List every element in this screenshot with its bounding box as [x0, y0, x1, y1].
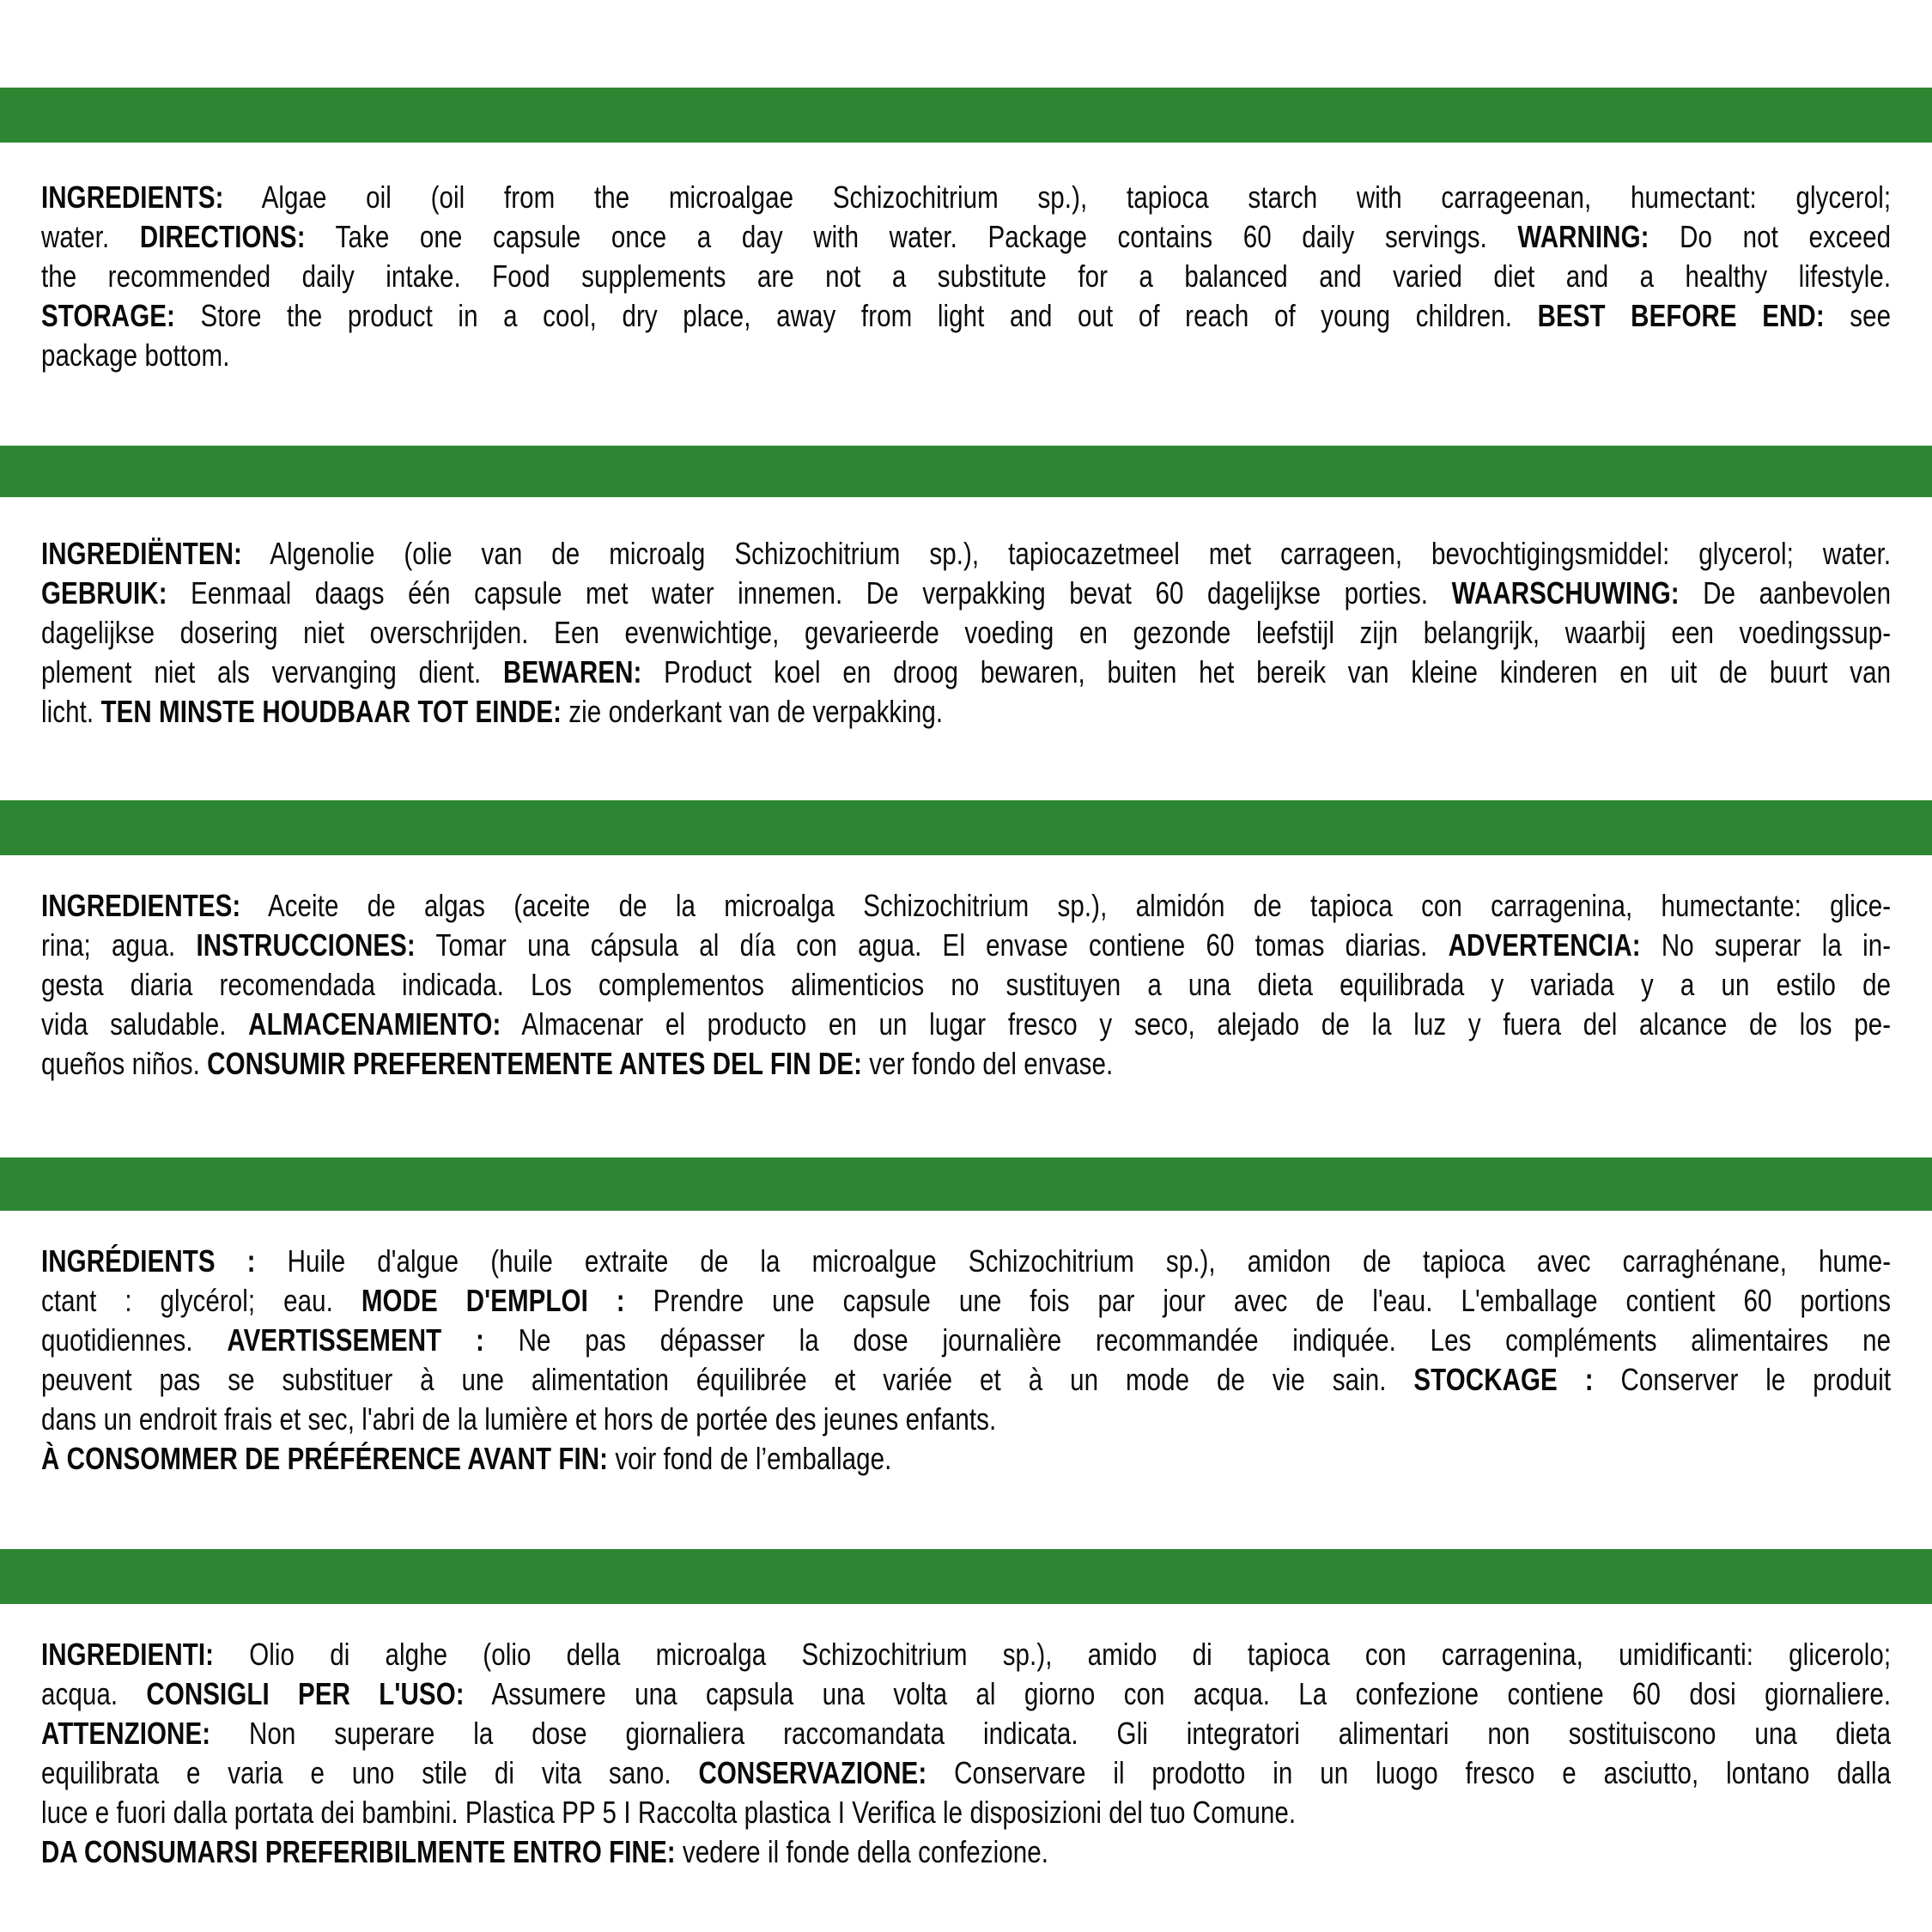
text-line: [41, 1753, 1891, 1793]
divider-bar-1: [0, 88, 1932, 143]
text-line: [41, 1400, 1891, 1439]
text-segment: ver fondo del envase.: [861, 1046, 1114, 1081]
text-line: [41, 336, 1891, 375]
text-segment: vedere il fonde della confezione.: [675, 1834, 1049, 1869]
field-label: WAARSCHUWING:: [1451, 575, 1680, 611]
text-line: [41, 534, 1891, 574]
field-label: ALMACENAMIENTO:: [248, 1006, 501, 1042]
text-line: [41, 178, 1891, 217]
text-line: [41, 1832, 1891, 1872]
text-segment: Conserver le produit: [1593, 1362, 1892, 1397]
text-segment: water.: [41, 219, 140, 254]
divider-bar-5: [0, 1549, 1932, 1604]
text-segment: Algenolie (olie van de microalg Schizochitrium sp.), tapiocazetmeel met carrageen, bevochtigingsmiddel: glycerol; water.: [241, 536, 1892, 571]
text-line: [41, 1439, 1891, 1479]
text-segment: No superar la in-: [1640, 927, 1892, 963]
text-segment: gesta diaria recomendada indicada. Los complementos alimenticios no sustituyen a una dieta equilibrada y variada y a un estilo de: [41, 967, 1892, 1002]
text-line: [41, 1044, 1891, 1084]
text-segment: voir fond de l’emballage.: [608, 1441, 892, 1476]
ingredients-section-es: [41, 886, 1891, 1084]
ingredients-section-en: [41, 178, 1891, 375]
text-segment: zie onderkant van de verpakking.: [562, 694, 944, 729]
field-label: GEBRUIK:: [41, 575, 167, 611]
text-line: [41, 1635, 1891, 1674]
text-segment: Product koel en droog bewaren, buiten het bereik van kleine kinderen en uit de buurt van: [641, 654, 1892, 690]
text-segment: Non superare la dose giornaliera raccomandata indicata. Gli integratori alimentari non sostituiscono una dieta: [210, 1716, 1892, 1751]
text-line: [41, 613, 1891, 653]
field-label: INGREDIENTES:: [41, 888, 241, 923]
text-segment: Ne pas dépasser la dose journalière recommandée indiquée. Les compléments alimentaires ne: [483, 1322, 1892, 1358]
field-label: INGRÉDIENTS :: [41, 1243, 256, 1279]
ingredients-section-fr: [41, 1242, 1891, 1479]
text-segment: De aanbevolen: [1679, 575, 1892, 611]
field-label: AVERTISSEMENT :: [227, 1322, 484, 1358]
text-line: [41, 926, 1891, 965]
text-segment: see: [1824, 298, 1892, 333]
field-label: STOCKAGE :: [1413, 1362, 1594, 1397]
divider-bar-2: [0, 446, 1932, 497]
text-line: [41, 1321, 1891, 1360]
text-segment: Algae oil (oil from the microalgae Schizochitrium sp.), tapioca starch with carrageenan, humectant: glycerol;: [223, 179, 1892, 215]
text-segment: luce e fuori dalla portata dei bambini. Plastica PP 5 I Raccolta plastica I Verifica le disposizioni del tuo Comune.: [41, 1795, 1297, 1830]
text-segment: Prendre une capsule une fois par jour avec de l'eau. L'emballage contient 60 portions: [624, 1283, 1892, 1318]
text-segment: acqua.: [41, 1676, 147, 1711]
field-label: CONSUMIR PREFERENTEMENTE ANTES DEL FIN DE:: [207, 1046, 862, 1081]
text-line: [41, 653, 1891, 692]
field-label: INGREDIENTS:: [41, 179, 224, 215]
field-label: BEWAREN:: [503, 654, 642, 690]
ingredients-section-it: [41, 1635, 1891, 1872]
field-label: MODE D'EMPLOI :: [361, 1283, 625, 1318]
text-line: [41, 1242, 1891, 1281]
text-segment: Store the product in a cool, dry place, away from light and out of reach of young children.: [174, 298, 1538, 333]
text-line: [41, 886, 1891, 926]
text-segment: equilibrata e varia e uno stile di vita sano.: [41, 1755, 699, 1790]
field-label: STORAGE:: [41, 298, 175, 333]
text-segment: peuvent pas se substituer à une alimentation équilibrée et variée et à un mode de vie sain.: [41, 1362, 1414, 1397]
text-line: [41, 965, 1891, 1005]
text-segment: Take one capsule once a day with water. Package contains 60 daily servings.: [305, 219, 1518, 254]
text-line: [41, 217, 1891, 257]
field-label: TEN MINSTE HOUDBAAR TOT EINDE:: [100, 694, 562, 729]
text-segment: Huile d'algue (huile extraite de la microalgue Schizochitrium sp.), amidon de tapioca avec carraghénane, hume-: [255, 1243, 1892, 1279]
field-label: ATTENZIONE:: [41, 1716, 211, 1751]
text-line: [41, 1674, 1891, 1714]
field-label: INSTRUCCIONES:: [196, 927, 416, 963]
field-label: À CONSOMMER DE PRÉFÉRENCE AVANT FIN:: [41, 1441, 609, 1476]
text-segment: dans un endroit frais et sec, l'abri de la lumière et hors de portée des jeunes enfants.: [41, 1401, 997, 1437]
text-line: [41, 296, 1891, 336]
text-line: [41, 692, 1891, 732]
field-label: INGREDIËNTEN:: [41, 536, 242, 571]
text-segment: ctant : glycérol; eau.: [41, 1283, 361, 1318]
text-segment: Do not exceed: [1649, 219, 1892, 254]
field-label: INGREDIENTI:: [41, 1637, 215, 1672]
text-segment: package bottom.: [41, 337, 230, 373]
text-segment: licht.: [41, 694, 101, 729]
field-label: ADVERTENCIA:: [1448, 927, 1641, 963]
text-line: [41, 1793, 1891, 1832]
text-segment: Olio di alghe (olio della microalga Schizochitrium sp.), amido di tapioca con carragenina, umidificanti: glicerolo;: [214, 1637, 1892, 1672]
text-segment: Aceite de algas (aceite de la microalga Schizochitrium sp.), almidón de tapioca con carragenina, humectante: glice-: [240, 888, 1892, 923]
text-segment: Conservare il prodotto in un luogo fresco e asciutto, lontano dalla: [927, 1755, 1892, 1790]
text-segment: Eenmaal daags één capsule met water innemen. De verpakking bevat 60 dagelijkse porties.: [167, 575, 1452, 611]
text-segment: Assumere una capsula una volta al giorno con acqua. La confezione contiene 60 dosi giornaliere.: [464, 1676, 1892, 1711]
ingredients-section-nl: [41, 534, 1891, 732]
text-segment: queños niños.: [41, 1046, 208, 1081]
text-segment: Tomar una cápsula al día con agua. El envase contiene 60 tomas diarias.: [415, 927, 1449, 963]
text-line: [41, 1714, 1891, 1753]
text-segment: quotidiennes.: [41, 1322, 228, 1358]
text-line: [41, 1005, 1891, 1044]
text-segment: the recommended daily intake. Food supplements are not a substitute for a balanced and varied diet and a healthy lifestyle.: [41, 258, 1892, 294]
field-label: WARNING:: [1517, 219, 1649, 254]
field-label: CONSIGLI PER L'USO:: [146, 1676, 465, 1711]
text-line: [41, 1281, 1891, 1321]
text-segment: Almacenar el producto en un lugar fresco y seco, alejado de la luz y fuera del alcance de los pe-: [501, 1006, 1892, 1042]
field-label: CONSERVAZIONE:: [698, 1755, 927, 1790]
text-line: [41, 257, 1891, 296]
text-segment: plement niet als vervanging dient.: [41, 654, 504, 690]
divider-bar-4: [0, 1157, 1932, 1211]
text-line: [41, 574, 1891, 613]
field-label: DIRECTIONS:: [139, 219, 306, 254]
divider-bar-3: [0, 800, 1932, 855]
text-segment: vida saludable.: [41, 1006, 249, 1042]
text-segment: dagelijkse dosering niet overschrijden. Een evenwichtige, gevarieerde voeding en gezonde leefstijl zijn belangrijk, waarbij een voedingssup-: [41, 615, 1892, 650]
text-segment: rina; agua.: [41, 927, 197, 963]
field-label: DA CONSUMARSI PREFERIBILMENTE ENTRO FINE:: [41, 1834, 676, 1869]
field-label: BEST BEFORE END:: [1537, 298, 1825, 333]
text-line: [41, 1360, 1891, 1400]
